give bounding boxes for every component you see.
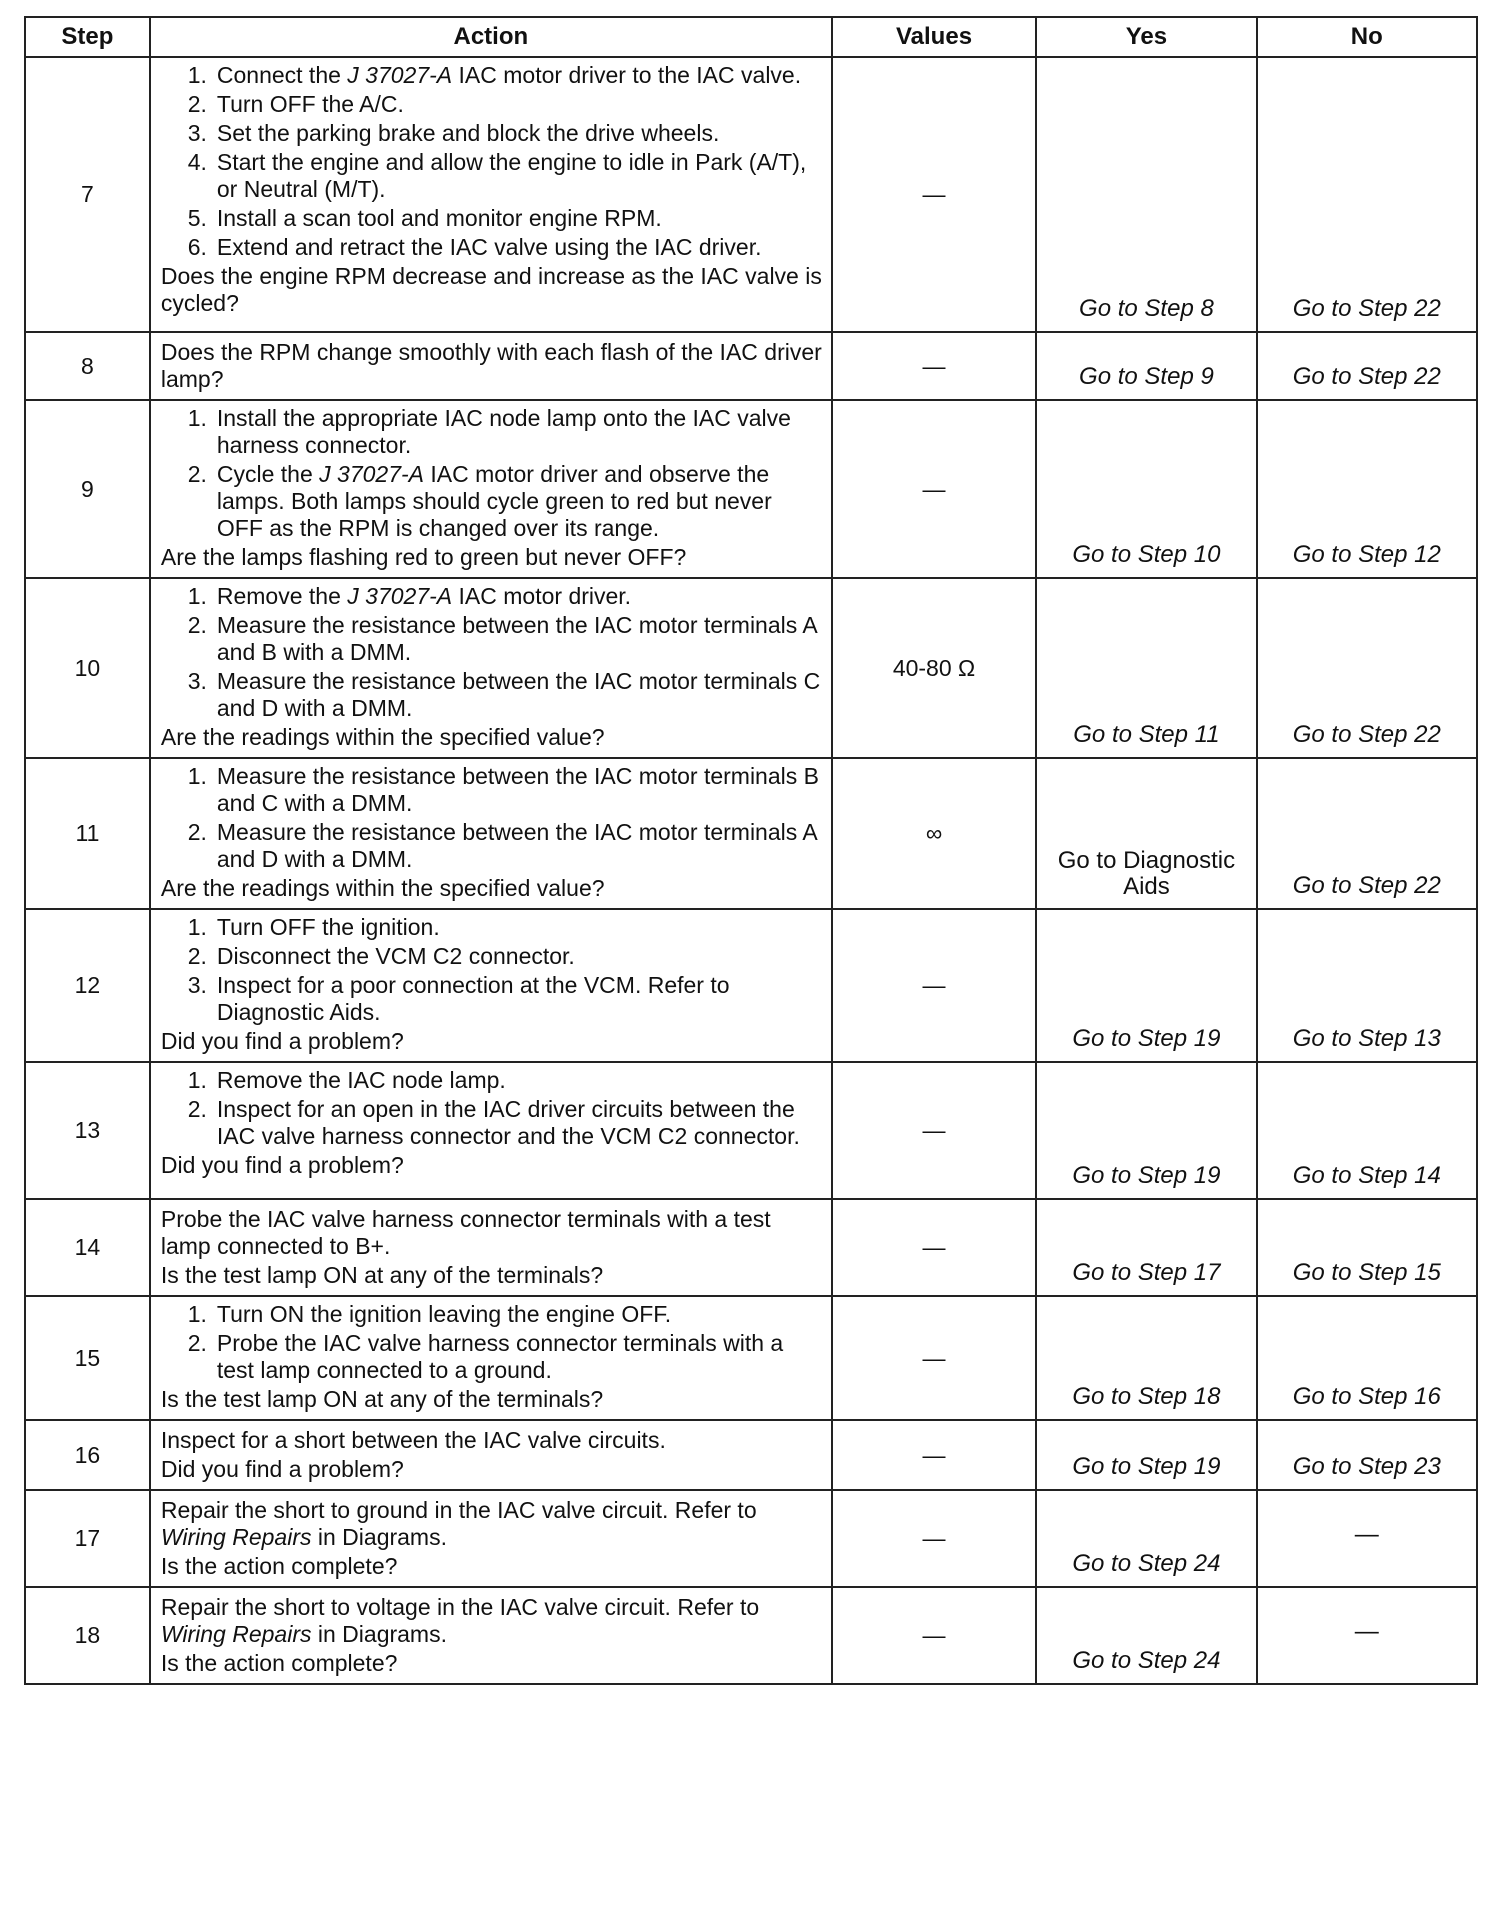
item-text: Disconnect the VCM C2 connector. (216, 943, 575, 969)
item-number: 1. (187, 405, 207, 431)
item-text: Remove the IAC node lamp. (216, 1067, 506, 1093)
action-cell (150, 1296, 832, 1420)
table-row (25, 1062, 1477, 1199)
table-row (25, 332, 1477, 400)
item-text: Inspect for a poor connection at the VCM. Refer to Diagnostic Aids. (216, 972, 730, 1025)
item-text: Measure the resistance between the IAC motor terminals B and C with a DMM. (216, 763, 819, 816)
no-cell: Go to Step 22 (1257, 578, 1477, 758)
yes-cell: Go to Step 11 (1036, 578, 1256, 758)
item-text: Set the parking brake and block the drive wheels. (216, 120, 720, 146)
item-text: Measure the resistance between the IAC motor terminals A and B with a DMM. (216, 612, 817, 665)
action-cell (150, 1587, 832, 1684)
action-item (161, 612, 823, 666)
item-number: 5. (187, 205, 207, 231)
item-text: Extend and retract the IAC valve using the IAC driver. (216, 234, 762, 260)
action-cell (150, 1199, 832, 1296)
action-paragraph: Repair the short to voltage in the IAC valve circuit. Refer to Wiring Repairs in Diagrams. (160, 1594, 760, 1647)
step-number: 10 (25, 578, 150, 758)
action-question: Did you find a problem? (160, 1028, 404, 1054)
table-row (25, 57, 1477, 332)
item-number: 1. (187, 62, 207, 88)
item-number: 3. (187, 972, 207, 998)
table-row (25, 909, 1477, 1062)
diagnostic-table (24, 16, 1478, 1685)
item-number: 3. (187, 120, 207, 146)
item-text: Remove the J 37027-A IAC motor driver. (216, 583, 632, 609)
header-yes: Yes (1036, 17, 1256, 57)
item-text: Install the appropriate IAC node lamp onto the IAC valve harness connector. (216, 405, 791, 458)
table-row (25, 1296, 1477, 1420)
action-item (161, 1096, 823, 1150)
item-number: 6. (187, 234, 207, 260)
item-text: Connect the J 37027-A IAC motor driver to the IAC valve. (216, 62, 802, 88)
action-item (161, 1301, 823, 1328)
action-question: Is the action complete? (160, 1553, 398, 1579)
no-cell: Go to Step 14 (1257, 1062, 1477, 1199)
item-text: Cycle the J 37027-A IAC motor driver and observe the lamps. Both lamps should cycle green to red but never OFF as the RPM is changed over its range. (216, 461, 772, 541)
values-cell: — (832, 1587, 1036, 1684)
action-item (161, 62, 823, 89)
yes-cell: Go to Step 24 (1036, 1490, 1256, 1587)
yes-cell: Go to Step 17 (1036, 1199, 1256, 1296)
table-row (25, 1199, 1477, 1296)
italic-reference: Wiring Repairs (160, 1524, 312, 1550)
action-item (161, 583, 823, 610)
header-values: Values (832, 17, 1036, 57)
no-cell: Go to Step 13 (1257, 909, 1477, 1062)
action-item (161, 205, 823, 232)
yes-cell: Go to Step 9 (1036, 332, 1256, 400)
action-question: Is the test lamp ON at any of the terminals? (160, 1386, 604, 1412)
yes-cell: Go to Step 10 (1036, 400, 1256, 578)
action-question: Is the action complete? (160, 1650, 398, 1676)
item-number: 1. (187, 1301, 207, 1327)
values-cell: 40-80 Ω (832, 578, 1036, 758)
table-row (25, 1587, 1477, 1684)
action-item (161, 234, 823, 261)
no-cell: Go to Step 22 (1257, 57, 1477, 332)
item-number: 2. (187, 612, 207, 638)
item-number: 2. (187, 1096, 207, 1122)
italic-reference: J 37027-A (347, 62, 453, 88)
action-question: Are the readings within the specified value? (160, 875, 605, 901)
no-cell: — (1257, 1490, 1477, 1587)
action-cell (150, 1420, 832, 1490)
step-number: 13 (25, 1062, 150, 1199)
action-question: Are the readings within the specified value? (160, 724, 605, 750)
action-question: Are the lamps flashing red to green but never OFF? (160, 544, 687, 570)
action-item (161, 1067, 823, 1094)
values-cell: — (832, 1296, 1036, 1420)
action-item (161, 943, 823, 970)
step-number: 7 (25, 57, 150, 332)
values-cell: ∞ (832, 758, 1036, 909)
table-body (25, 57, 1477, 1684)
values-cell: — (832, 1420, 1036, 1490)
no-cell: Go to Step 23 (1257, 1420, 1477, 1490)
item-number: 3. (187, 668, 207, 694)
values-cell: — (832, 57, 1036, 332)
item-text: Turn OFF the ignition. (216, 914, 440, 940)
action-item (161, 91, 823, 118)
action-question: Does the engine RPM decrease and increase as the IAC valve is cycled? (160, 263, 822, 316)
values-cell: — (832, 400, 1036, 578)
item-number: 4. (187, 149, 207, 175)
action-item (161, 461, 823, 542)
table-row (25, 1490, 1477, 1587)
item-text: Install a scan tool and monitor engine RPM. (216, 205, 662, 231)
values-cell: — (832, 1490, 1036, 1587)
header-action: Action (150, 17, 832, 57)
values-cell: — (832, 1199, 1036, 1296)
no-cell: Go to Step 16 (1257, 1296, 1477, 1420)
item-number: 1. (187, 583, 207, 609)
step-number: 9 (25, 400, 150, 578)
yes-cell: Go to Step 24 (1036, 1587, 1256, 1684)
action-item (161, 405, 823, 459)
action-item (161, 149, 823, 203)
action-item (161, 1330, 823, 1384)
header-step: Step (25, 17, 150, 57)
values-cell: — (832, 909, 1036, 1062)
step-number: 12 (25, 909, 150, 1062)
action-item (161, 972, 823, 1026)
step-number: 15 (25, 1296, 150, 1420)
yes-cell: Go to Step 19 (1036, 909, 1256, 1062)
yes-cell: Go to Diagnostic Aids (1036, 758, 1256, 909)
item-number: 2. (187, 91, 207, 117)
item-text: Inspect for an open in the IAC driver circuits between the IAC valve harness connector and the VCM C2 connector. (216, 1096, 800, 1149)
action-item (161, 819, 823, 873)
item-text: Turn OFF the A/C. (216, 91, 404, 117)
values-cell: — (832, 1062, 1036, 1199)
item-number: 1. (187, 763, 207, 789)
action-cell (150, 758, 832, 909)
yes-cell: Go to Step 8 (1036, 57, 1256, 332)
action-question: Is the test lamp ON at any of the terminals? (160, 1262, 604, 1288)
action-paragraph: Inspect for a short between the IAC valve circuits. (160, 1427, 666, 1453)
step-number: 11 (25, 758, 150, 909)
italic-reference: J 37027-A (347, 583, 453, 609)
header-no: No (1257, 17, 1477, 57)
yes-cell: Go to Step 18 (1036, 1296, 1256, 1420)
no-cell: — (1257, 1587, 1477, 1684)
action-item (161, 120, 823, 147)
table-row (25, 1420, 1477, 1490)
step-number: 8 (25, 332, 150, 400)
item-text: Measure the resistance between the IAC motor terminals A and D with a DMM. (216, 819, 817, 872)
action-cell (150, 1062, 832, 1199)
action-cell (150, 332, 832, 400)
italic-reference: J 37027-A (319, 461, 424, 487)
item-text: Measure the resistance between the IAC motor terminals C and D with a DMM. (216, 668, 821, 721)
item-text: Start the engine and allow the engine to idle in Park (A/T), or Neutral (M/T). (216, 149, 807, 202)
action-cell (150, 909, 832, 1062)
table-row (25, 758, 1477, 909)
yes-cell: Go to Step 19 (1036, 1062, 1256, 1199)
action-item (161, 668, 823, 722)
item-number: 2. (187, 461, 207, 487)
item-number: 2. (187, 1330, 207, 1356)
no-cell: Go to Step 15 (1257, 1199, 1477, 1296)
action-cell (150, 578, 832, 758)
item-number: 2. (187, 943, 207, 969)
action-item (161, 763, 823, 817)
header-row (25, 17, 1477, 57)
action-cell (150, 1490, 832, 1587)
action-item (161, 914, 823, 941)
no-cell: Go to Step 22 (1257, 332, 1477, 400)
no-cell: Go to Step 12 (1257, 400, 1477, 578)
action-paragraph: Probe the IAC valve harness connector terminals with a test lamp connected to B+. (160, 1206, 771, 1259)
step-number: 14 (25, 1199, 150, 1296)
italic-reference: Wiring Repairs (160, 1621, 312, 1647)
action-question: Did you find a problem? (160, 1152, 404, 1178)
item-number: 1. (187, 914, 207, 940)
item-number: 1. (187, 1067, 207, 1093)
item-number: 2. (187, 819, 207, 845)
item-text: Turn ON the ignition leaving the engine OFF. (216, 1301, 672, 1327)
action-question: Does the RPM change smoothly with each flash of the IAC driver lamp? (160, 339, 822, 392)
step-number: 16 (25, 1420, 150, 1490)
step-number: 17 (25, 1490, 150, 1587)
item-text: Probe the IAC valve harness connector terminals with a test lamp connected to a ground. (216, 1330, 784, 1383)
action-paragraph: Repair the short to ground in the IAC valve circuit. Refer to Wiring Repairs in Diagrams. (160, 1497, 757, 1550)
no-cell: Go to Step 22 (1257, 758, 1477, 909)
step-number: 18 (25, 1587, 150, 1684)
values-cell: — (832, 332, 1036, 400)
table-row (25, 400, 1477, 578)
action-cell (150, 57, 832, 332)
action-question: Did you find a problem? (160, 1456, 404, 1482)
action-cell (150, 400, 832, 578)
yes-cell: Go to Step 19 (1036, 1420, 1256, 1490)
table-row (25, 578, 1477, 758)
